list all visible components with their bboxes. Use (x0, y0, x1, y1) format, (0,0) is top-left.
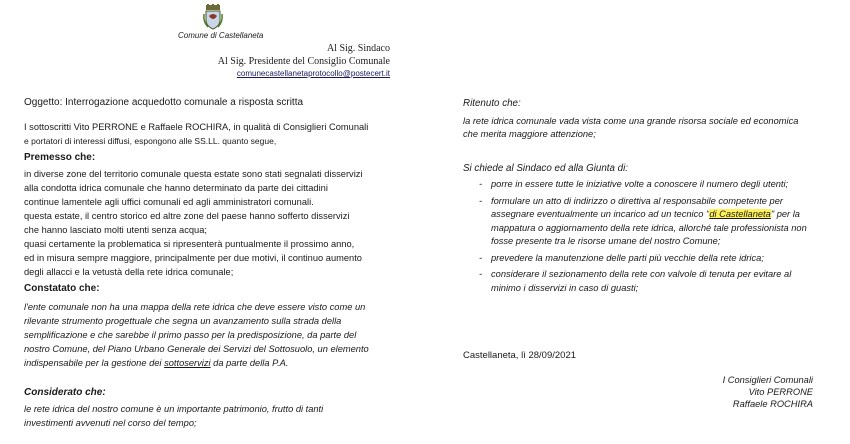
signature-title: I Consiglieri Comunali (722, 375, 813, 385)
request-2-line-b-post: " per la (770, 209, 800, 219)
constatato-line: l'ente comunale non ha una mappa della rete idrica che deve essere visto come un (24, 302, 366, 312)
constatato-line: semplificazione e che sarebbe il primo passo per la predisposizione, da parte del (24, 330, 357, 340)
premesso-line: in diverse zone del territorio comunale questa estate sono stati segnalati disservizi (24, 169, 363, 179)
request-2-line-b-pre: assegnare eventualmente un incarico ad un tecnico " (491, 209, 710, 219)
ritenuto-line: che merita maggiore attenzione; (463, 129, 596, 139)
intro-line-2: e portatori di interessi diffusi, espongono alle SS.LL. quanto segue, (24, 136, 277, 146)
signature-rochira: Raffaele ROCHIRA (732, 399, 813, 409)
constatato-heading: Constatato che: (24, 283, 100, 294)
chiede-heading: Si chiede al Sindaco ed alla Giunta di: (463, 162, 629, 174)
request-item (463, 195, 823, 249)
request-1-text: porre in essere tutte le iniziative volte a conoscere il numero degli utenti; (491, 179, 789, 189)
left-column (24, 120, 404, 430)
comune-name: Comune di Castellaneta (178, 31, 264, 40)
addressee-sindaco: Al Sig. Sindaco (326, 43, 390, 54)
request-item (463, 252, 823, 266)
request-2-line-c: mappatura o aggiornamento della rete idrica, allorché tale professionista non (491, 222, 807, 233)
right-column (463, 97, 823, 295)
premesso-line: alla condotta idrica comunale che hanno determinato da parte dei cittadini (24, 183, 328, 193)
intro-line-1: I sottoscritti Vito PERRONE e Raffaele ROCHIRA, in qualità di Consiglieri Comunali (24, 122, 369, 132)
constatato-line: nostro Comune, del Piano Urbano Generale dei Servizi del Sottosuolo, un elemento (24, 344, 369, 354)
premesso-line: continue lamentele agli uffici comunali ed agli amministratori comunali. (24, 197, 314, 207)
considerato-line: investimenti avvenuti nel corso del tempo; (24, 418, 197, 428)
premesso-line: che hanno lasciato molti utenti senza acqua; (24, 225, 207, 235)
constatato-last-pre: indispensabile per la gestione dei (24, 358, 165, 368)
premesso-line: quasi certamente la problematica si ripresenterà puntualmente il prossimo anno, (24, 239, 355, 249)
sottoservizi-word: sottoservizi (164, 358, 211, 368)
request-4-line-b: minimo i disservizi in caso di guasti; (491, 282, 639, 293)
ritenuto-line: la rete idrica comunale vada vista come una grande risorsa sociale ed economica (463, 115, 799, 126)
request-item (463, 178, 823, 192)
constatato-last-post: da parte della P.A. (210, 358, 289, 368)
pec-email-link[interactable]: comunecastellanetaprotocollo@postecert.it (236, 69, 390, 78)
considerato-line: le rete idrica del nostro comune è un importante patrimonio, frutto di tanti (24, 404, 324, 414)
addressee-presidente: Al Sig. Presidente del Consiglio Comunale (217, 56, 390, 67)
premesso-line: ed in misura sempre maggiore, principalmente per due motivi, il continuo aumento (24, 253, 362, 263)
place-date: Castellaneta, lì 28/09/2021 (463, 350, 577, 361)
coat-of-arms-icon (202, 4, 224, 30)
signature-perrone: Vito PERRONE (748, 387, 813, 397)
oggetto-line: Oggetto: Interrogazione acquedotto comunale a risposta scritta (24, 97, 304, 108)
premesso-heading: Premesso che: (24, 152, 96, 163)
requests-list (463, 178, 823, 295)
constatato-line: rilevante strumento progettuale che segna un avanzamento sulla strada della (24, 316, 342, 326)
highlight-di-castellaneta: di Castellaneta (709, 209, 771, 219)
considerato-heading: Considerato che: (24, 387, 106, 398)
ritenuto-heading: Ritenuto che: (463, 98, 521, 109)
premesso-line: degli allacci e la vetustà della rete idrica comunale; (24, 267, 234, 277)
request-4-line-a: considerare il sezionamento della rete con valvole di tenuta per evitare al (491, 269, 792, 279)
request-2-line-d: fosse presente tra le risorse umane del nostro Comune; (491, 236, 721, 246)
request-3-text: prevedere la manutenzione delle parti più vecchie della rete idrica; (491, 252, 764, 263)
request-item (463, 268, 823, 295)
premesso-line: questa estate, il centro storico ed altre zone del paese hanno sofferto disservizi (24, 211, 350, 221)
constatato-line-last (24, 356, 404, 370)
request-2-line-a: formulare un atto di indirizzo o direttiva al responsabile competente per (491, 195, 783, 206)
